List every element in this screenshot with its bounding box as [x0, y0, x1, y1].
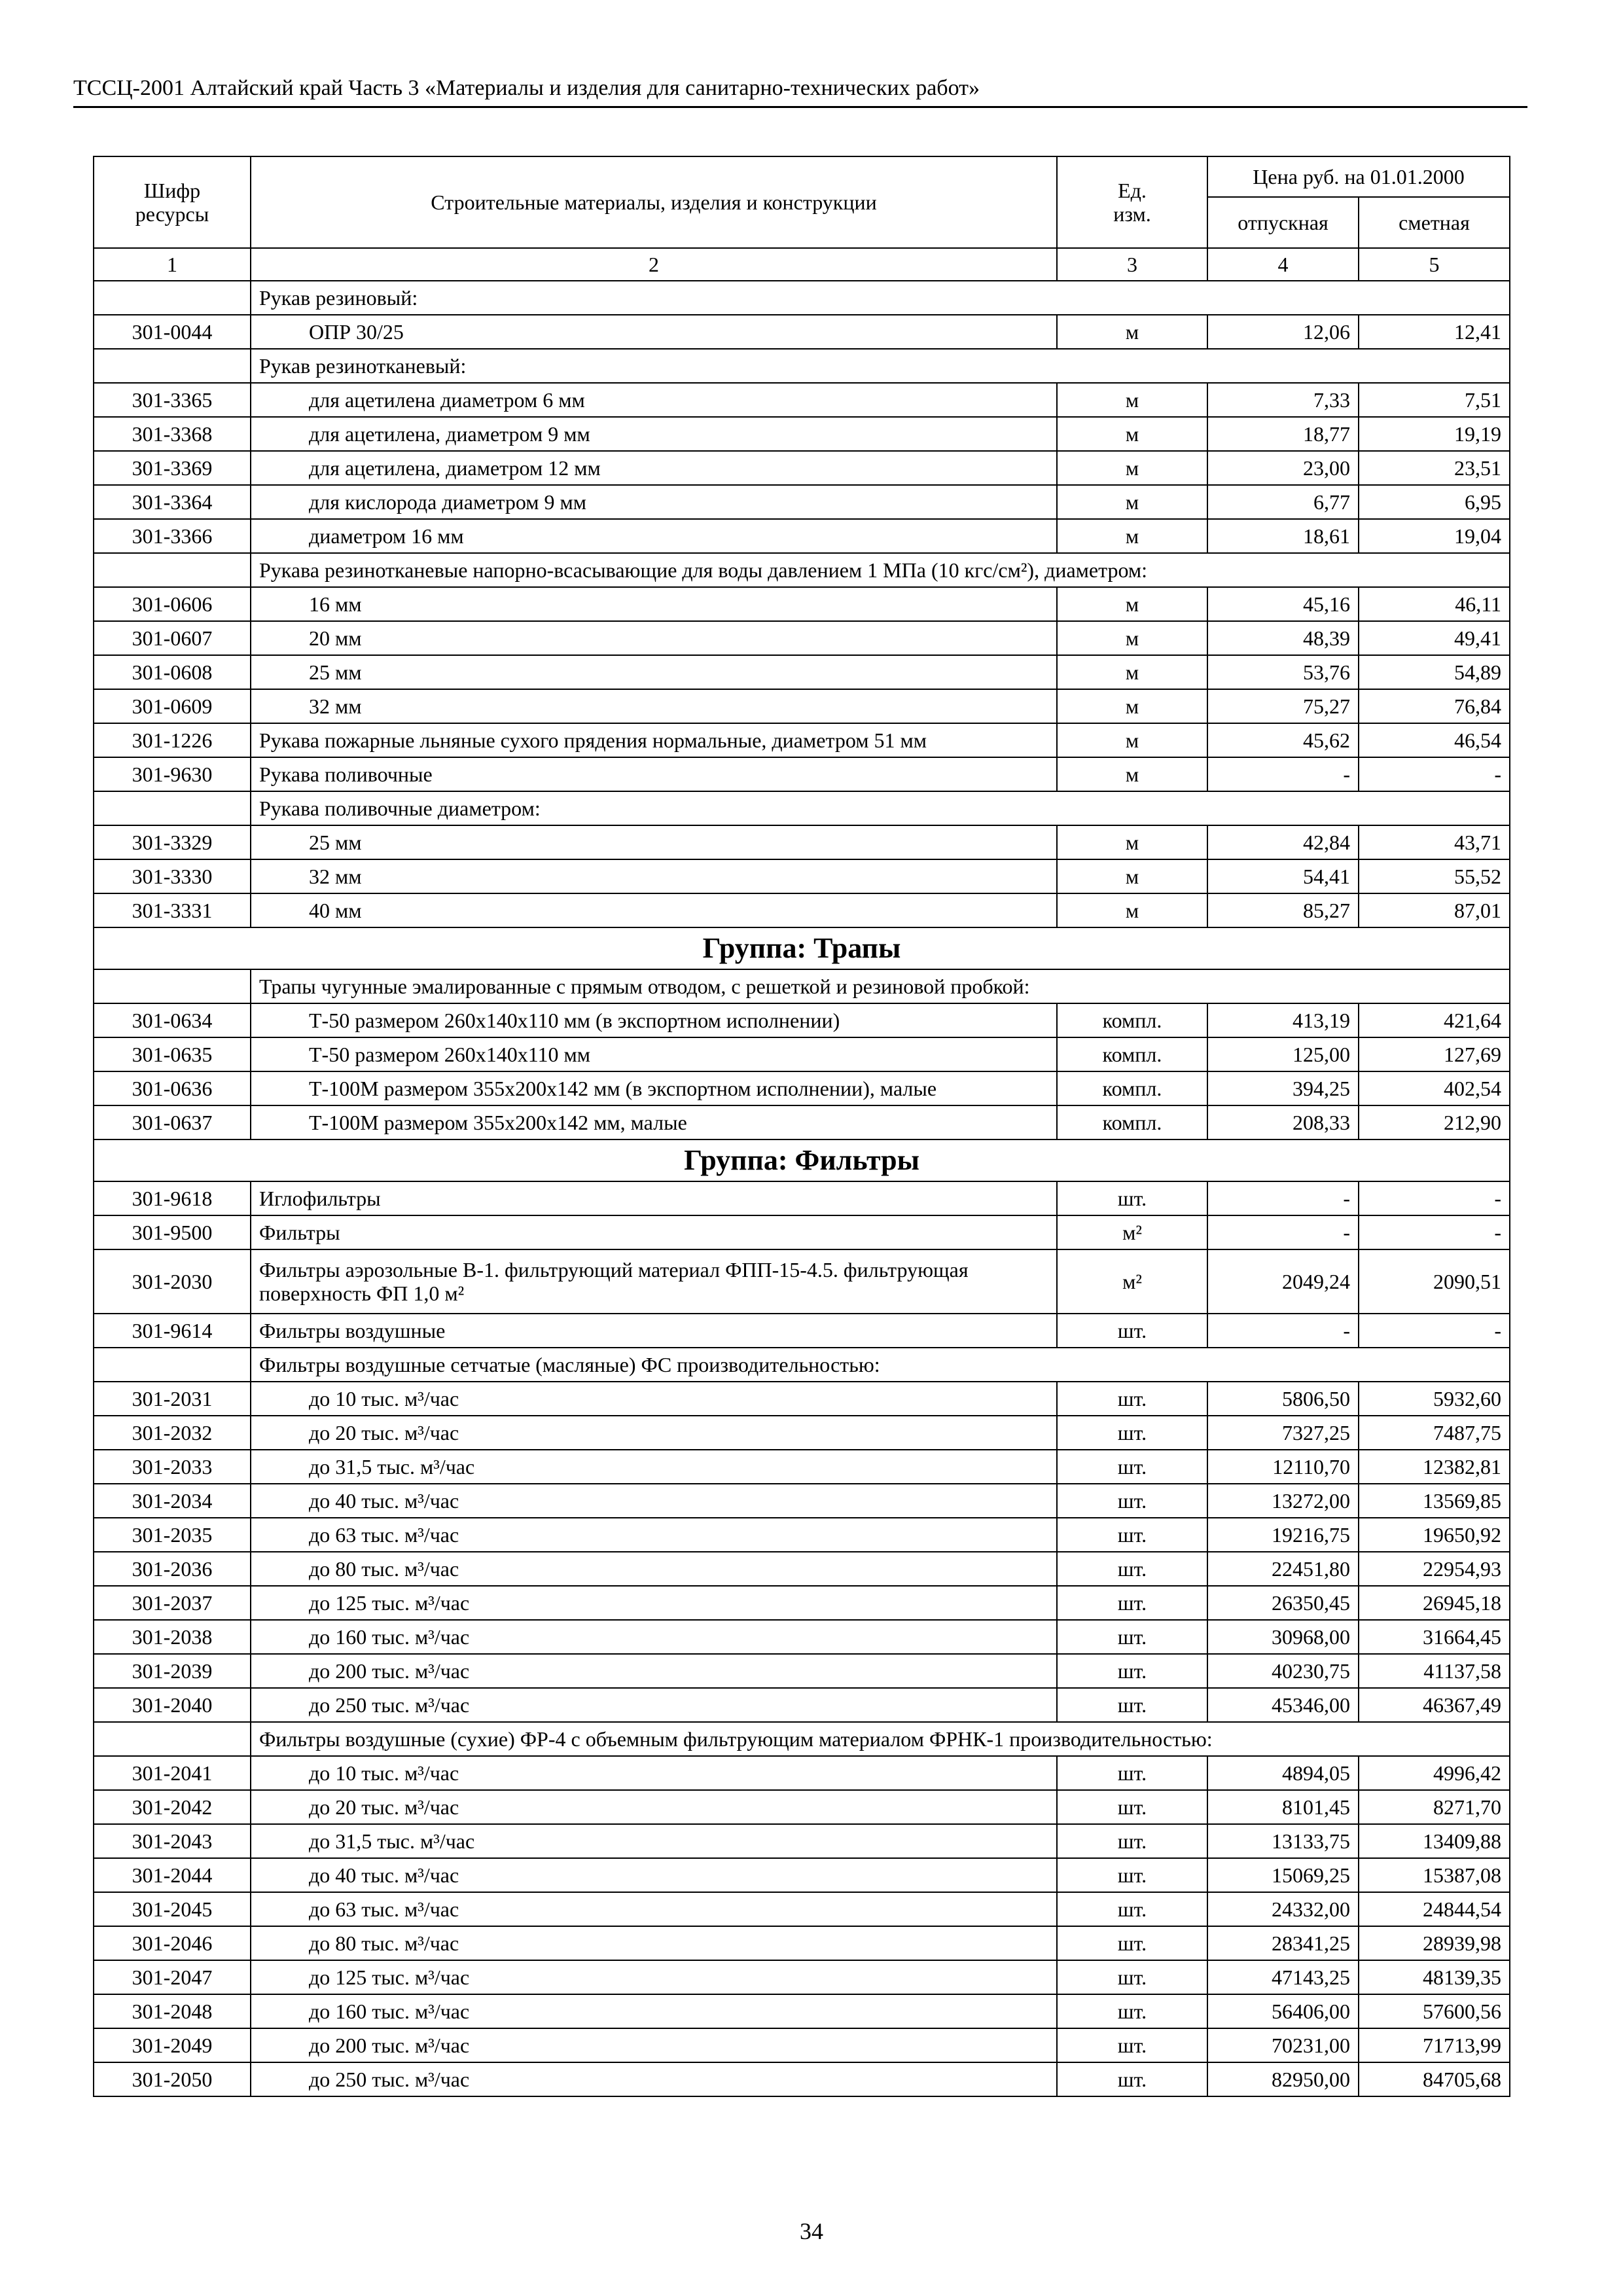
code-cell: 301-0608 [94, 655, 251, 689]
name-cell: до 250 тыс. м³/час [251, 2062, 1057, 2096]
col-number-1: 1 [94, 248, 251, 281]
estimate-price-cell: 43,71 [1359, 825, 1510, 859]
code-cell: 301-0635 [94, 1037, 251, 1071]
unit-cell: шт. [1057, 1654, 1207, 1688]
estimate-price-cell: 23,51 [1359, 451, 1510, 485]
table-row [94, 451, 1510, 485]
table-row [94, 1181, 1510, 1215]
name-cell: до 160 тыс. м³/час [251, 1620, 1057, 1654]
table-row [94, 1994, 1510, 2028]
unit-cell: шт. [1057, 2028, 1207, 2062]
col-number-2: 2 [251, 248, 1057, 281]
code-cell: 301-0636 [94, 1071, 251, 1105]
release-price-cell: 13272,00 [1207, 1484, 1359, 1518]
unit-cell: компл. [1057, 1003, 1207, 1037]
code-cell: 301-2041 [94, 1756, 251, 1790]
table-row [94, 1892, 1510, 1926]
group-heading: Группа: Фильтры [94, 1139, 1510, 1181]
unit-cell: шт. [1057, 1688, 1207, 1722]
unit-cell: шт. [1057, 1416, 1207, 1450]
release-price-cell: 28341,25 [1207, 1926, 1359, 1960]
group-heading-row [94, 927, 1510, 969]
unit-cell: компл. [1057, 1105, 1207, 1139]
estimate-price-cell: 76,84 [1359, 689, 1510, 723]
estimate-price-cell: 71713,99 [1359, 2028, 1510, 2062]
release-price-cell: 19216,75 [1207, 1518, 1359, 1552]
table-row [94, 723, 1510, 757]
table-row [94, 1824, 1510, 1858]
name-cell: до 40 тыс. м³/час [251, 1484, 1057, 1518]
name-cell: 32 мм [251, 859, 1057, 893]
table-row [94, 1926, 1510, 1960]
group-heading-row [94, 1139, 1510, 1181]
estimate-price-cell: 402,54 [1359, 1071, 1510, 1105]
release-price-cell: - [1207, 1215, 1359, 1249]
section-row [94, 553, 1510, 587]
name-cell: до 80 тыс. м³/час [251, 1552, 1057, 1586]
unit-cell: м [1057, 315, 1207, 349]
unit-cell: шт. [1057, 1892, 1207, 1926]
release-price-cell: 22451,80 [1207, 1552, 1359, 1586]
unit-cell: шт. [1057, 1552, 1207, 1586]
estimate-price-cell: 49,41 [1359, 621, 1510, 655]
estimate-price-cell: 41137,58 [1359, 1654, 1510, 1688]
name-cell: для ацетилена диаметром 6 мм [251, 383, 1057, 417]
unit-cell: м [1057, 723, 1207, 757]
table-row [94, 655, 1510, 689]
code-cell: 301-9500 [94, 1215, 251, 1249]
table-head [94, 156, 1510, 281]
estimate-price-cell: 19,19 [1359, 417, 1510, 451]
estimate-price-cell: 19,04 [1359, 519, 1510, 553]
code-cell: 301-2030 [94, 1249, 251, 1314]
unit-cell: м [1057, 383, 1207, 417]
estimate-price-cell: 54,89 [1359, 655, 1510, 689]
unit-cell: м [1057, 757, 1207, 791]
code-cell: 301-2036 [94, 1552, 251, 1586]
name-cell: 16 мм [251, 587, 1057, 621]
unit-cell: шт. [1057, 1181, 1207, 1215]
code-cell: 301-2031 [94, 1382, 251, 1416]
code-cell: 301-3368 [94, 417, 251, 451]
estimate-price-cell: 84705,68 [1359, 2062, 1510, 2096]
col-header-price: Цена руб. на 01.01.2000 [1207, 156, 1510, 197]
name-cell: для ацетилена, диаметром 12 мм [251, 451, 1057, 485]
unit-cell: м [1057, 519, 1207, 553]
release-price-cell: 85,27 [1207, 893, 1359, 927]
estimate-price-cell: 5932,60 [1359, 1382, 1510, 1416]
estimate-price-cell: 127,69 [1359, 1037, 1510, 1071]
table-body [94, 281, 1510, 2096]
release-price-cell: - [1207, 1181, 1359, 1215]
estimate-price-cell: 6,95 [1359, 485, 1510, 519]
release-price-cell: 82950,00 [1207, 2062, 1359, 2096]
release-price-cell: 45,16 [1207, 587, 1359, 621]
group-heading: Группа: Трапы [94, 927, 1510, 969]
name-cell: до 20 тыс. м³/час [251, 1416, 1057, 1450]
unit-cell: шт. [1057, 1960, 1207, 1994]
code-cell: 301-3365 [94, 383, 251, 417]
code-cell: 301-3364 [94, 485, 251, 519]
name-cell: до 63 тыс. м³/час [251, 1892, 1057, 1926]
table-row [94, 1484, 1510, 1518]
name-cell: до 125 тыс. м³/час [251, 1960, 1057, 1994]
code-cell: 301-2042 [94, 1790, 251, 1824]
unit-cell: шт. [1057, 1790, 1207, 1824]
release-price-cell: 12110,70 [1207, 1450, 1359, 1484]
section-row [94, 791, 1510, 825]
release-price-cell: 413,19 [1207, 1003, 1359, 1037]
name-cell: Рукава поливочные [251, 757, 1057, 791]
col-header-code: Шифр ресурсы [94, 156, 251, 248]
name-cell: Иглофильтры [251, 1181, 1057, 1215]
name-cell: 20 мм [251, 621, 1057, 655]
table-row [94, 1037, 1510, 1071]
price-table [93, 156, 1510, 2097]
unit-cell: м [1057, 587, 1207, 621]
release-price-cell: - [1207, 757, 1359, 791]
release-price-cell: 5806,50 [1207, 1382, 1359, 1416]
code-cell: 301-3330 [94, 859, 251, 893]
section-title: Фильтры воздушные сетчатые (масляные) ФС производительностью: [251, 1348, 1510, 1382]
estimate-price-cell: 24844,54 [1359, 1892, 1510, 1926]
table-row [94, 621, 1510, 655]
name-cell: Фильтры [251, 1215, 1057, 1249]
col-number-4: 4 [1207, 248, 1359, 281]
table-row [94, 1416, 1510, 1450]
estimate-price-cell: 46,54 [1359, 723, 1510, 757]
table-row [94, 383, 1510, 417]
table-row [94, 757, 1510, 791]
table-row [94, 1105, 1510, 1139]
name-cell: до 31,5 тыс. м³/час [251, 1450, 1057, 1484]
estimate-price-cell: - [1359, 757, 1510, 791]
page-number: 34 [800, 2218, 823, 2244]
release-price-cell: 48,39 [1207, 621, 1359, 655]
unit-cell: м [1057, 825, 1207, 859]
section-row [94, 281, 1510, 315]
release-price-cell: 7,33 [1207, 383, 1359, 417]
page-header: ТССЦ-2001 Алтайский край Часть 3 «Материалы и изделия для санитарно-технических работ» [73, 73, 1527, 108]
unit-cell: м² [1057, 1215, 1207, 1249]
table-row [94, 859, 1510, 893]
code-cell: 301-2035 [94, 1518, 251, 1552]
col-number-3: 3 [1057, 248, 1207, 281]
table-row [94, 1518, 1510, 1552]
estimate-price-cell: 19650,92 [1359, 1518, 1510, 1552]
code-cell: 301-3331 [94, 893, 251, 927]
estimate-price-cell: 4996,42 [1359, 1756, 1510, 1790]
unit-cell: шт. [1057, 1994, 1207, 2028]
section-title: Рукав резиновый: [251, 281, 1510, 315]
unit-cell: м [1057, 655, 1207, 689]
release-price-cell: 40230,75 [1207, 1654, 1359, 1688]
code-cell: 301-2047 [94, 1960, 251, 1994]
unit-cell: шт. [1057, 2062, 1207, 2096]
table-row [94, 315, 1510, 349]
section-row [94, 349, 1510, 383]
release-price-cell: 42,84 [1207, 825, 1359, 859]
code-cell: 301-2037 [94, 1586, 251, 1620]
code-cell: 301-0044 [94, 315, 251, 349]
release-price-cell: 12,06 [1207, 315, 1359, 349]
code-cell: 301-9630 [94, 757, 251, 791]
name-cell: Фильтры аэрозольные В-1. фильтрующий материал ФПП-15-4.5. фильтрующая поверхность ФП 1,0 м² [251, 1249, 1057, 1314]
release-price-cell: 2049,24 [1207, 1249, 1359, 1314]
release-price-cell: 13133,75 [1207, 1824, 1359, 1858]
code-cell: 301-1226 [94, 723, 251, 757]
unit-cell: шт. [1057, 1756, 1207, 1790]
code-cell: 301-2050 [94, 2062, 251, 2096]
code-cell [94, 1722, 251, 1756]
code-cell [94, 791, 251, 825]
release-price-cell: 75,27 [1207, 689, 1359, 723]
table-row [94, 1552, 1510, 1586]
name-cell: Фильтры воздушные [251, 1314, 1057, 1348]
section-row [94, 1348, 1510, 1382]
estimate-price-cell: 8271,70 [1359, 1790, 1510, 1824]
release-price-cell: 394,25 [1207, 1071, 1359, 1105]
name-cell: до 31,5 тыс. м³/час [251, 1824, 1057, 1858]
estimate-price-cell: 12,41 [1359, 315, 1510, 349]
name-cell: 40 мм [251, 893, 1057, 927]
table-row [94, 1620, 1510, 1654]
section-title: Рукава резинотканевые напорно-всасывающие для воды давлением 1 МПа (10 кгс/см²), диаметром: [251, 553, 1510, 587]
code-cell: 301-2040 [94, 1688, 251, 1722]
code-cell: 301-2045 [94, 1892, 251, 1926]
release-price-cell: 53,76 [1207, 655, 1359, 689]
table-row [94, 1003, 1510, 1037]
name-cell: для ацетилена, диаметром 9 мм [251, 417, 1057, 451]
unit-cell: м [1057, 485, 1207, 519]
estimate-price-cell: 212,90 [1359, 1105, 1510, 1139]
name-cell: Т-50 размером 260х140х110 мм (в экспортном исполнении) [251, 1003, 1057, 1037]
code-cell [94, 553, 251, 587]
unit-cell: шт. [1057, 1314, 1207, 1348]
unit-cell: м² [1057, 1249, 1207, 1314]
estimate-price-cell: 28939,98 [1359, 1926, 1510, 1960]
section-row [94, 1722, 1510, 1756]
estimate-price-cell: 55,52 [1359, 859, 1510, 893]
code-cell: 301-2039 [94, 1654, 251, 1688]
code-cell: 301-9618 [94, 1181, 251, 1215]
release-price-cell: 56406,00 [1207, 1994, 1359, 2028]
code-cell: 301-2044 [94, 1858, 251, 1892]
unit-cell: компл. [1057, 1037, 1207, 1071]
name-cell: ОПР 30/25 [251, 315, 1057, 349]
name-cell: Т-100М размером 355х200х142 мм (в экспортном исполнении), малые [251, 1071, 1057, 1105]
release-price-cell: 18,61 [1207, 519, 1359, 553]
release-price-cell: 45,62 [1207, 723, 1359, 757]
name-cell: до 20 тыс. м³/час [251, 1790, 1057, 1824]
col-header-estimate: сметная [1359, 197, 1510, 248]
table-row [94, 1790, 1510, 1824]
release-price-cell: 54,41 [1207, 859, 1359, 893]
release-price-cell: 6,77 [1207, 485, 1359, 519]
name-cell: до 63 тыс. м³/час [251, 1518, 1057, 1552]
table-row [94, 1858, 1510, 1892]
name-cell: до 80 тыс. м³/час [251, 1926, 1057, 1960]
code-cell: 301-2049 [94, 2028, 251, 2062]
code-cell: 301-2034 [94, 1484, 251, 1518]
name-cell: 25 мм [251, 825, 1057, 859]
estimate-price-cell: 22954,93 [1359, 1552, 1510, 1586]
estimate-price-cell: 57600,56 [1359, 1994, 1510, 2028]
name-cell: Рукава пожарные льняные сухого прядения нормальные, диаметром 51 мм [251, 723, 1057, 757]
table-row [94, 519, 1510, 553]
name-cell: для кислорода диаметром 9 мм [251, 485, 1057, 519]
release-price-cell: 70231,00 [1207, 2028, 1359, 2062]
code-cell: 301-2038 [94, 1620, 251, 1654]
estimate-price-cell: 31664,45 [1359, 1620, 1510, 1654]
unit-cell: шт. [1057, 1858, 1207, 1892]
section-title: Рукава поливочные диаметром: [251, 791, 1510, 825]
col-header-release: отпускная [1207, 197, 1359, 248]
unit-cell: шт. [1057, 1518, 1207, 1552]
release-price-cell: 45346,00 [1207, 1688, 1359, 1722]
code-cell: 301-0607 [94, 621, 251, 655]
code-cell: 301-2048 [94, 1994, 251, 2028]
estimate-price-cell: - [1359, 1215, 1510, 1249]
name-cell: до 10 тыс. м³/час [251, 1382, 1057, 1416]
code-cell [94, 1348, 251, 1382]
table-row [94, 2062, 1510, 2096]
estimate-price-cell: 7,51 [1359, 383, 1510, 417]
release-price-cell: 15069,25 [1207, 1858, 1359, 1892]
code-cell: 301-2032 [94, 1416, 251, 1450]
release-price-cell: 4894,05 [1207, 1756, 1359, 1790]
name-cell: до 250 тыс. м³/час [251, 1688, 1057, 1722]
name-cell: до 200 тыс. м³/час [251, 2028, 1057, 2062]
code-cell: 301-3329 [94, 825, 251, 859]
estimate-price-cell: 46,11 [1359, 587, 1510, 621]
table-row [94, 689, 1510, 723]
unit-cell: шт. [1057, 1484, 1207, 1518]
table-row [94, 1314, 1510, 1348]
estimate-price-cell: 46367,49 [1359, 1688, 1510, 1722]
name-cell: Т-100М размером 355х200х142 мм, малые [251, 1105, 1057, 1139]
release-price-cell: 8101,45 [1207, 1790, 1359, 1824]
name-cell: 32 мм [251, 689, 1057, 723]
unit-cell: шт. [1057, 1926, 1207, 1960]
unit-cell: компл. [1057, 1071, 1207, 1105]
name-cell: до 125 тыс. м³/час [251, 1586, 1057, 1620]
table-row [94, 1756, 1510, 1790]
unit-cell: м [1057, 859, 1207, 893]
estimate-price-cell: 26945,18 [1359, 1586, 1510, 1620]
unit-cell: шт. [1057, 1382, 1207, 1416]
col-number-5: 5 [1359, 248, 1510, 281]
name-cell: Т-50 размером 260х140х110 мм [251, 1037, 1057, 1071]
estimate-price-cell: - [1359, 1314, 1510, 1348]
table-row [94, 1960, 1510, 1994]
unit-cell: шт. [1057, 1824, 1207, 1858]
table-row [94, 1450, 1510, 1484]
release-price-cell: 7327,25 [1207, 1416, 1359, 1450]
table-row [94, 1654, 1510, 1688]
section-title: Трапы чугунные эмалированные с прямым отводом, с решеткой и резиновой пробкой: [251, 969, 1510, 1003]
code-cell: 301-0634 [94, 1003, 251, 1037]
unit-cell: шт. [1057, 1586, 1207, 1620]
table-row [94, 1249, 1510, 1314]
col-header-name: Строительные материалы, изделия и конструкции [251, 156, 1057, 248]
name-cell: до 160 тыс. м³/час [251, 1994, 1057, 2028]
table-row [94, 417, 1510, 451]
release-price-cell: - [1207, 1314, 1359, 1348]
release-price-cell: 24332,00 [1207, 1892, 1359, 1926]
unit-cell: шт. [1057, 1450, 1207, 1484]
estimate-price-cell: 87,01 [1359, 893, 1510, 927]
estimate-price-cell: 13569,85 [1359, 1484, 1510, 1518]
table-row [94, 1215, 1510, 1249]
release-price-cell: 18,77 [1207, 417, 1359, 451]
code-cell: 301-3366 [94, 519, 251, 553]
section-title: Фильтры воздушные (сухие) ФР-4 с объемным фильтрующим материалом ФРНК-1 производительностью: [251, 1722, 1510, 1756]
release-price-cell: 208,33 [1207, 1105, 1359, 1139]
unit-cell: м [1057, 451, 1207, 485]
estimate-price-cell: 15387,08 [1359, 1858, 1510, 1892]
name-cell: диаметром 16 мм [251, 519, 1057, 553]
estimate-price-cell: 12382,81 [1359, 1450, 1510, 1484]
code-cell: 301-2043 [94, 1824, 251, 1858]
estimate-price-cell: 2090,51 [1359, 1249, 1510, 1314]
table-row [94, 1382, 1510, 1416]
release-price-cell: 125,00 [1207, 1037, 1359, 1071]
unit-cell: м [1057, 893, 1207, 927]
unit-cell: м [1057, 621, 1207, 655]
section-row [94, 969, 1510, 1003]
name-cell: до 10 тыс. м³/час [251, 1756, 1057, 1790]
code-cell: 301-0637 [94, 1105, 251, 1139]
name-cell: 25 мм [251, 655, 1057, 689]
unit-cell: м [1057, 689, 1207, 723]
table-row [94, 2028, 1510, 2062]
code-cell [94, 349, 251, 383]
col-header-unit: Ед. изм. [1057, 156, 1207, 248]
table-row [94, 1688, 1510, 1722]
estimate-price-cell: - [1359, 1181, 1510, 1215]
code-cell [94, 281, 251, 315]
table-row [94, 893, 1510, 927]
table-row [94, 1071, 1510, 1105]
unit-cell: м [1057, 417, 1207, 451]
code-cell: 301-3369 [94, 451, 251, 485]
table-row [94, 825, 1510, 859]
table-row [94, 1586, 1510, 1620]
table-row [94, 587, 1510, 621]
estimate-price-cell: 48139,35 [1359, 1960, 1510, 1994]
release-price-cell: 47143,25 [1207, 1960, 1359, 1994]
release-price-cell: 26350,45 [1207, 1586, 1359, 1620]
table-row [94, 485, 1510, 519]
code-cell: 301-2046 [94, 1926, 251, 1960]
unit-cell: шт. [1057, 1620, 1207, 1654]
estimate-price-cell: 13409,88 [1359, 1824, 1510, 1858]
release-price-cell: 23,00 [1207, 451, 1359, 485]
code-cell: 301-0609 [94, 689, 251, 723]
estimate-price-cell: 421,64 [1359, 1003, 1510, 1037]
code-cell: 301-2033 [94, 1450, 251, 1484]
code-cell: 301-9614 [94, 1314, 251, 1348]
name-cell: до 40 тыс. м³/час [251, 1858, 1057, 1892]
code-cell [94, 969, 251, 1003]
release-price-cell: 30968,00 [1207, 1620, 1359, 1654]
section-title: Рукав резинотканевый: [251, 349, 1510, 383]
code-cell: 301-0606 [94, 587, 251, 621]
name-cell: до 200 тыс. м³/час [251, 1654, 1057, 1688]
estimate-price-cell: 7487,75 [1359, 1416, 1510, 1450]
